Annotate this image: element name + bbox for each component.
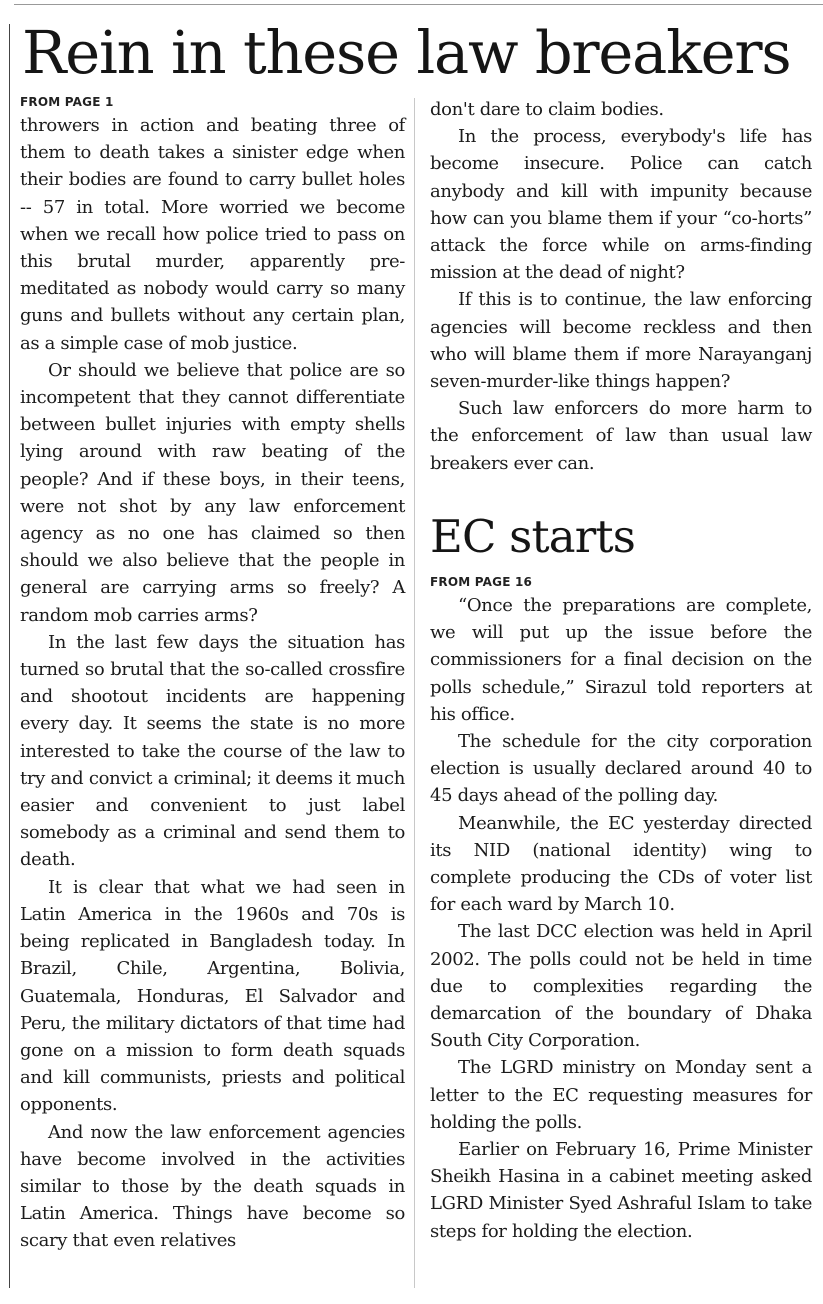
- paragraph: Or should we believe that police are so incompetent that they cannot differentiate between bullet injuries with empty shells lying around with raw beating of the people? And if these boys, in their teens, were not shot by any law enforcement agency as no one has claimed so then should we also believe that the people in general are carrying arms so freely? A random mob carries arms?: [20, 359, 405, 626]
- top-rule: [14, 4, 823, 5]
- article-right-column: [430, 96, 812, 477]
- jump-label: FROM PAGE 16: [430, 575, 533, 589]
- paragraph: Such law enforcers do more harm to the enforcement of law than usual law breakers ever can.: [430, 398, 812, 474]
- paragraph: throwers in action and beating three of them to death takes a sinister edge when their bodies are found to carry bullet holes -- 57 in total. More worried we become when we recall how police tried to pass on this brutal murder, apparently pre-meditated as nobody would carry so many guns and bullets without any certain plan, as a simple case of mob justice.: [20, 115, 405, 354]
- paragraph: In the process, everybody's life has become insecure. Police can catch anybody and kill with impunity because how can you blame them if your “co-horts” attack the force while on arms-finding mission at the dead of night?: [430, 126, 812, 284]
- paragraph: And now the law enforcement agencies have become involved in the activities similar to those by the death squads in Latin America. Things have become so scary that even relatives: [20, 1121, 405, 1252]
- second-article-column: [430, 572, 812, 1245]
- paragraph: Meanwhile, the EC yesterday directed its NID (national identity) wing to complete producing the CDs of voter list for each ward by March 10.: [430, 812, 812, 916]
- left-column-rule: [9, 24, 10, 1288]
- paragraph: “Once the preparations are complete, we will put up the issue before the commissioners for a final decision on the polls schedule,” Sirazul told reporters at his office.: [430, 595, 812, 725]
- article-headline: Rein in these law breakers: [22, 18, 791, 87]
- jump-label: FROM PAGE 1: [20, 95, 114, 109]
- paragraph: If this is to continue, the law enforcing agencies will become reckless and then who will blame them if more Narayanganj seven-murder-like things happen?: [430, 289, 812, 393]
- paragraph: In the last few days the situation has turned so brutal that the so-called crossfire and shootout incidents are happening every day. It seems the state is no more interested to take the course of the law to try and convict a criminal; it deems it much easier and convenient to just label somebody as a criminal and send them to death.: [20, 631, 405, 871]
- article-left-column: [20, 92, 405, 1255]
- paragraph: The last DCC election was held in April 2002. The polls could not be held in time due to complexities regarding the demarcation of the boundary of Dhaka South City Corporation.: [430, 921, 812, 1052]
- column-divider: [414, 98, 415, 1288]
- paragraph: The LGRD ministry on Monday sent a letter to the EC requesting measures for holding the polls.: [430, 1057, 812, 1133]
- paragraph: don't dare to claim bodies.: [430, 99, 664, 120]
- paragraph: Earlier on February 16, Prime Minister Sheikh Hasina in a cabinet meeting asked LGRD Minister Syed Ashraful Islam to take steps for holding the election.: [430, 1139, 812, 1242]
- paragraph: The schedule for the city corporation election is usually declared around 40 to 45 days ahead of the polling day.: [430, 731, 812, 807]
- second-article-headline: EC starts: [430, 510, 636, 563]
- paragraph: It is clear that what we had seen in Latin America in the 1960s and 70s is being replicated in Bangladesh today. In Brazil, Chile, Argentina, Bolivia, Guatemala, Honduras, El Salvador and Peru, the military dictators of that time had gone on a mission to form death squads and kill communists, priests and political opponents.: [20, 876, 405, 1116]
